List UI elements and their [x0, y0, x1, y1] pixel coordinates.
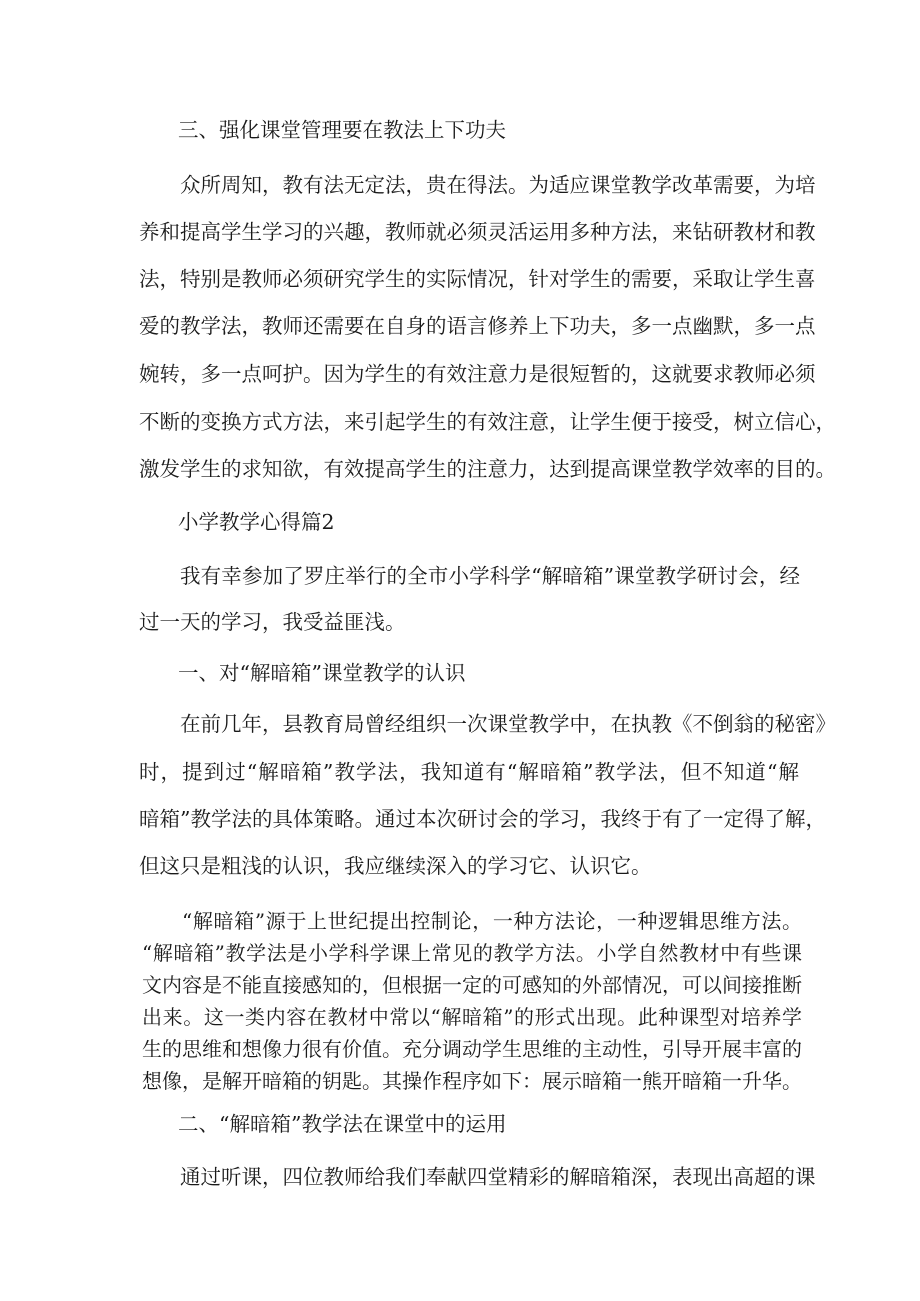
paragraph-line: 生的思维和想像力很有价值。充分调动学生思维的主动性，引导开展丰富的 — [142, 1037, 802, 1061]
paragraph-line: 时，提到过“解暗箱”教学法，我知道有“解暗箱”教学法，但不知道“解 — [139, 760, 799, 784]
section-one-heading: 一、对“解暗箱”课堂教学的认识 — [178, 661, 466, 685]
paragraph-line: 爱的教学法，教师还需要在自身的语言修养上下功夫，多一点幽默，多一点 — [139, 314, 816, 338]
paragraph-line: 众所周知，教有法无定法，贵在得法。为适应课堂教学改革需要，为培 — [180, 173, 816, 197]
paragraph-line: 过一天的学习，我受益匪浅。 — [139, 610, 406, 634]
paragraph-line: 想像，是解开暗箱的钥匙。其操作程序如下：展示暗箱一熊开暗箱一升华。 — [142, 1069, 802, 1093]
section-three-heading: 三、强化课堂管理要在教法上下功夫 — [178, 118, 506, 142]
article-title: 小学教学心得篇2 — [178, 510, 335, 534]
paragraph-line: “解暗箱”源于上世纪提出控制论，一种方法论，一种逻辑思维方法。 — [182, 909, 802, 933]
paragraph-line: 文内容是不能直接感知的，但根据一定的可感知的外部情况，可以间接推断 — [142, 973, 802, 997]
paragraph-line: 激发学生的求知欲，有效提高学生的注意力，达到提高课堂教学效率的目的。 — [139, 457, 836, 481]
paragraph-line: 养和提高学生学习的兴趣，教师就必须灵活运用多种方法，来钻研教材和教 — [139, 220, 816, 244]
paragraph-line: 不断的变换方式方法，来引起学生的有效注意，让学生便于接受，树立信心， — [139, 410, 836, 434]
paragraph-line: 法，特别是教师必须研究学生的实际情况，针对学生的需要，采取让学生喜 — [139, 267, 816, 291]
paragraph-line: 婉转，多一点呵护。因为学生的有效注意力是很短暂的，这就要求教师必须 — [139, 362, 816, 386]
paragraph-line: 但这只是粗浅的认识，我应继续深入的学习它、认识它。 — [139, 854, 652, 878]
paragraph-line: 通过听课，四位教师给我们奉献四堂精彩的解暗箱深，表现出高超的课 — [180, 1165, 816, 1189]
paragraph-line: 在前几年，县教育局曾经组织一次课堂教学中，在执教《不倒翁的秘密》 — [180, 712, 836, 736]
paragraph-line: “解暗箱”教学法是小学科学课上常见的教学方法。小学自然教材中有些课 — [142, 941, 802, 965]
section-two-heading: 二、“解暗箱”教学法在课堂中的运用 — [178, 1112, 507, 1136]
paragraph-line: 出来。这一类内容在教材中常以“解暗箱”的形式出现。此种课型对培养学 — [142, 1005, 802, 1029]
paragraph-line: 暗箱”教学法的具体策略。通过本次研讨会的学习，我终于有了一定得了解， — [139, 807, 826, 831]
paragraph-line: 我有幸参加了罗庄举行的全市小学科学“解暗箱”课堂教学研讨会，经 — [180, 564, 800, 588]
